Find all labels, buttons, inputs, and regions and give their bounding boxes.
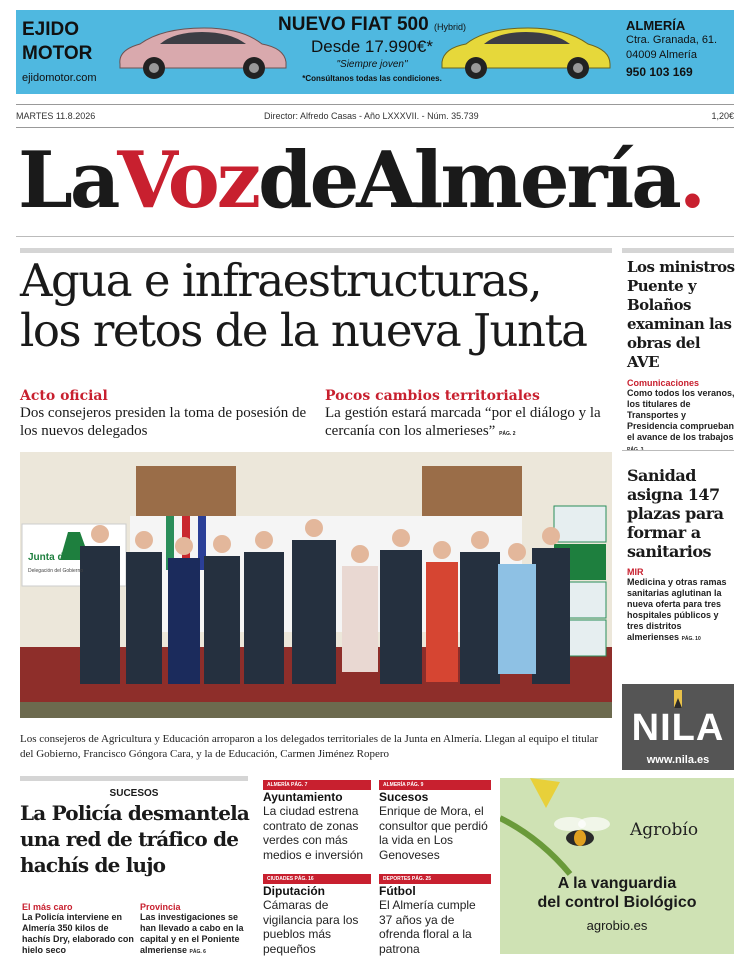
sub-story-text: La gestión estará marcada “por el diálogo y la cercanía con los almerieses” <box>325 405 601 439</box>
nila-url: www.nila.es <box>646 754 710 766</box>
side-story-kicker: Comunicaciones <box>627 378 700 388</box>
nila-advertisement[interactable] <box>622 684 734 770</box>
dateline-bar <box>16 104 734 128</box>
ad-headline-block: NUEVO FIAT 500 (Hybrid) Desde 17.990€* "Siempre joven" *Consúltanos todas las condiciones. <box>278 14 466 83</box>
side-story-title: Sanidad asigna 147 plazas para formar a sanitarios <box>627 466 724 561</box>
mini-story-diputacion[interactable] <box>263 874 371 956</box>
side-story-ave[interactable] <box>627 258 735 456</box>
divider <box>16 236 734 237</box>
page-ref: PÁG. 10 <box>681 636 701 642</box>
mini-story-tag: ALMERÍA PÁG. 9 <box>379 780 491 790</box>
sub-story-1[interactable] <box>20 388 310 440</box>
sub-story-2[interactable] <box>325 388 615 443</box>
brief-body: Las investigaciones se han llevado a cabo en la capital y en el Poniente almeriense <box>140 912 244 955</box>
bars-icon <box>644 690 712 708</box>
ad-brand: EJIDO MOTOR <box>22 19 93 64</box>
mini-story-tag: ALMERÍA PÁG. 7 <box>263 780 371 790</box>
section-bar <box>20 776 248 781</box>
mini-story-body: La ciudad estrena contrato de zonas verdes con más medios e inversión <box>263 804 364 862</box>
side-story-kicker: MIR <box>627 567 644 577</box>
mini-story-sucesos[interactable] <box>379 780 491 862</box>
main-headline[interactable]: Agua e infraestructuras, los retos de la nueva Junta <box>20 254 587 357</box>
sub-story-kicker: Pocos cambios territoriales <box>325 388 540 404</box>
sucesos-headline[interactable]: La Policía desmantela una red de tráfico de hachís de lujo <box>20 801 250 877</box>
brief-body: La Policía interviene en Almería 350 kilos de hachís Dry, elaborado con hielo seco <box>22 912 134 955</box>
issue-price: 1,20€ <box>711 111 734 121</box>
yellow-car-image <box>436 22 616 80</box>
photo-sign-text: Delegación del Gobierno <box>28 568 84 574</box>
sub-story-text: Dos consejeros presiden la toma de posesión de los nuevos delegados <box>20 405 307 439</box>
mini-story-ayuntamiento[interactable] <box>263 780 371 862</box>
agrobio-url[interactable]: agrobio.es <box>586 918 648 933</box>
mini-story-body: Enrique de Mora, el consultor que perdió la vida en Los Genoveses <box>379 804 488 862</box>
nila-brand: NILA <box>631 707 725 749</box>
side-story-title: Los ministros Puente y Bolaños examinan las obras del AVE <box>627 258 735 371</box>
mini-story-body: El Almería cumple 37 años ya de ofrenda floral a la patrona <box>379 898 476 956</box>
side-story-sanidad[interactable] <box>627 466 735 645</box>
mini-story-tag: CIUDADES PÁG. 16 <box>263 874 371 884</box>
group-photo-illustration <box>20 452 612 718</box>
section-bar <box>20 248 612 253</box>
brief-1[interactable] <box>22 902 134 956</box>
brief-kicker: Provincia <box>140 902 181 912</box>
mini-story-futbol[interactable] <box>379 874 491 956</box>
side-story-body: Como todos los veranos, los titulares de Transportes y Presidencia comprueban el avance de los trabajos <box>627 388 735 442</box>
sub-story-kicker: Acto oficial <box>20 388 108 404</box>
mini-story-tag: DEPORTES PÁG. 25 <box>379 874 491 884</box>
section-bar <box>622 248 734 253</box>
issue-director: Director: Alfredo Casas - Año LXXXVII. - Núm. 35.739 <box>264 111 479 121</box>
agrobio-slogan: A la vanguardia del control Biológico <box>537 875 697 911</box>
main-photo[interactable] <box>20 452 612 718</box>
brief-2[interactable] <box>140 902 252 958</box>
photo-sign-text: Junta de <box>28 552 70 563</box>
masthead-logo[interactable]: LaVozdeAlmería. <box>18 135 703 226</box>
issue-date: MARTES 11.8.2026 <box>16 111 96 121</box>
agrobio-advertisement[interactable] <box>500 778 734 954</box>
divider <box>622 450 734 451</box>
section-label: SUCESOS <box>109 788 159 799</box>
mini-story-head: Sucesos <box>379 790 429 804</box>
brief-kicker: El más caro <box>22 902 73 912</box>
photo-caption: Los consejeros de Agricultura y Educación arroparon a los delegados territoriales de la Junta en Almería. Llegan al equipo el titular del Gobierno, Francisco Góngora Cara, y la de Educación, Carmen Jiménez Ropero <box>20 733 599 760</box>
mini-story-head: Ayuntamiento <box>263 790 343 804</box>
mini-story-body: Cámaras de vigilancia para los pueblos más pequeños <box>263 898 359 956</box>
mini-story-head: Diputación <box>263 884 325 898</box>
top-advertisement[interactable] <box>16 10 734 94</box>
side-story-body: Medicina y otras ramas sanitarias aglutinan la nueva oferta para tres hospitales públicos y tres distritos almerienses <box>627 577 727 642</box>
mini-story-head: Fútbol <box>379 884 416 898</box>
agrobio-brand: Agrobío <box>630 820 699 840</box>
page-ref: PÁG. 6 <box>189 949 206 955</box>
page-ref: PÁG. 2 <box>499 431 516 437</box>
ad-dealer-info: ALMERÍA Ctra. Granada, 61. 04009 Almería 950 103 169 <box>626 18 718 79</box>
ad-website[interactable]: ejidomotor.com <box>22 72 97 84</box>
